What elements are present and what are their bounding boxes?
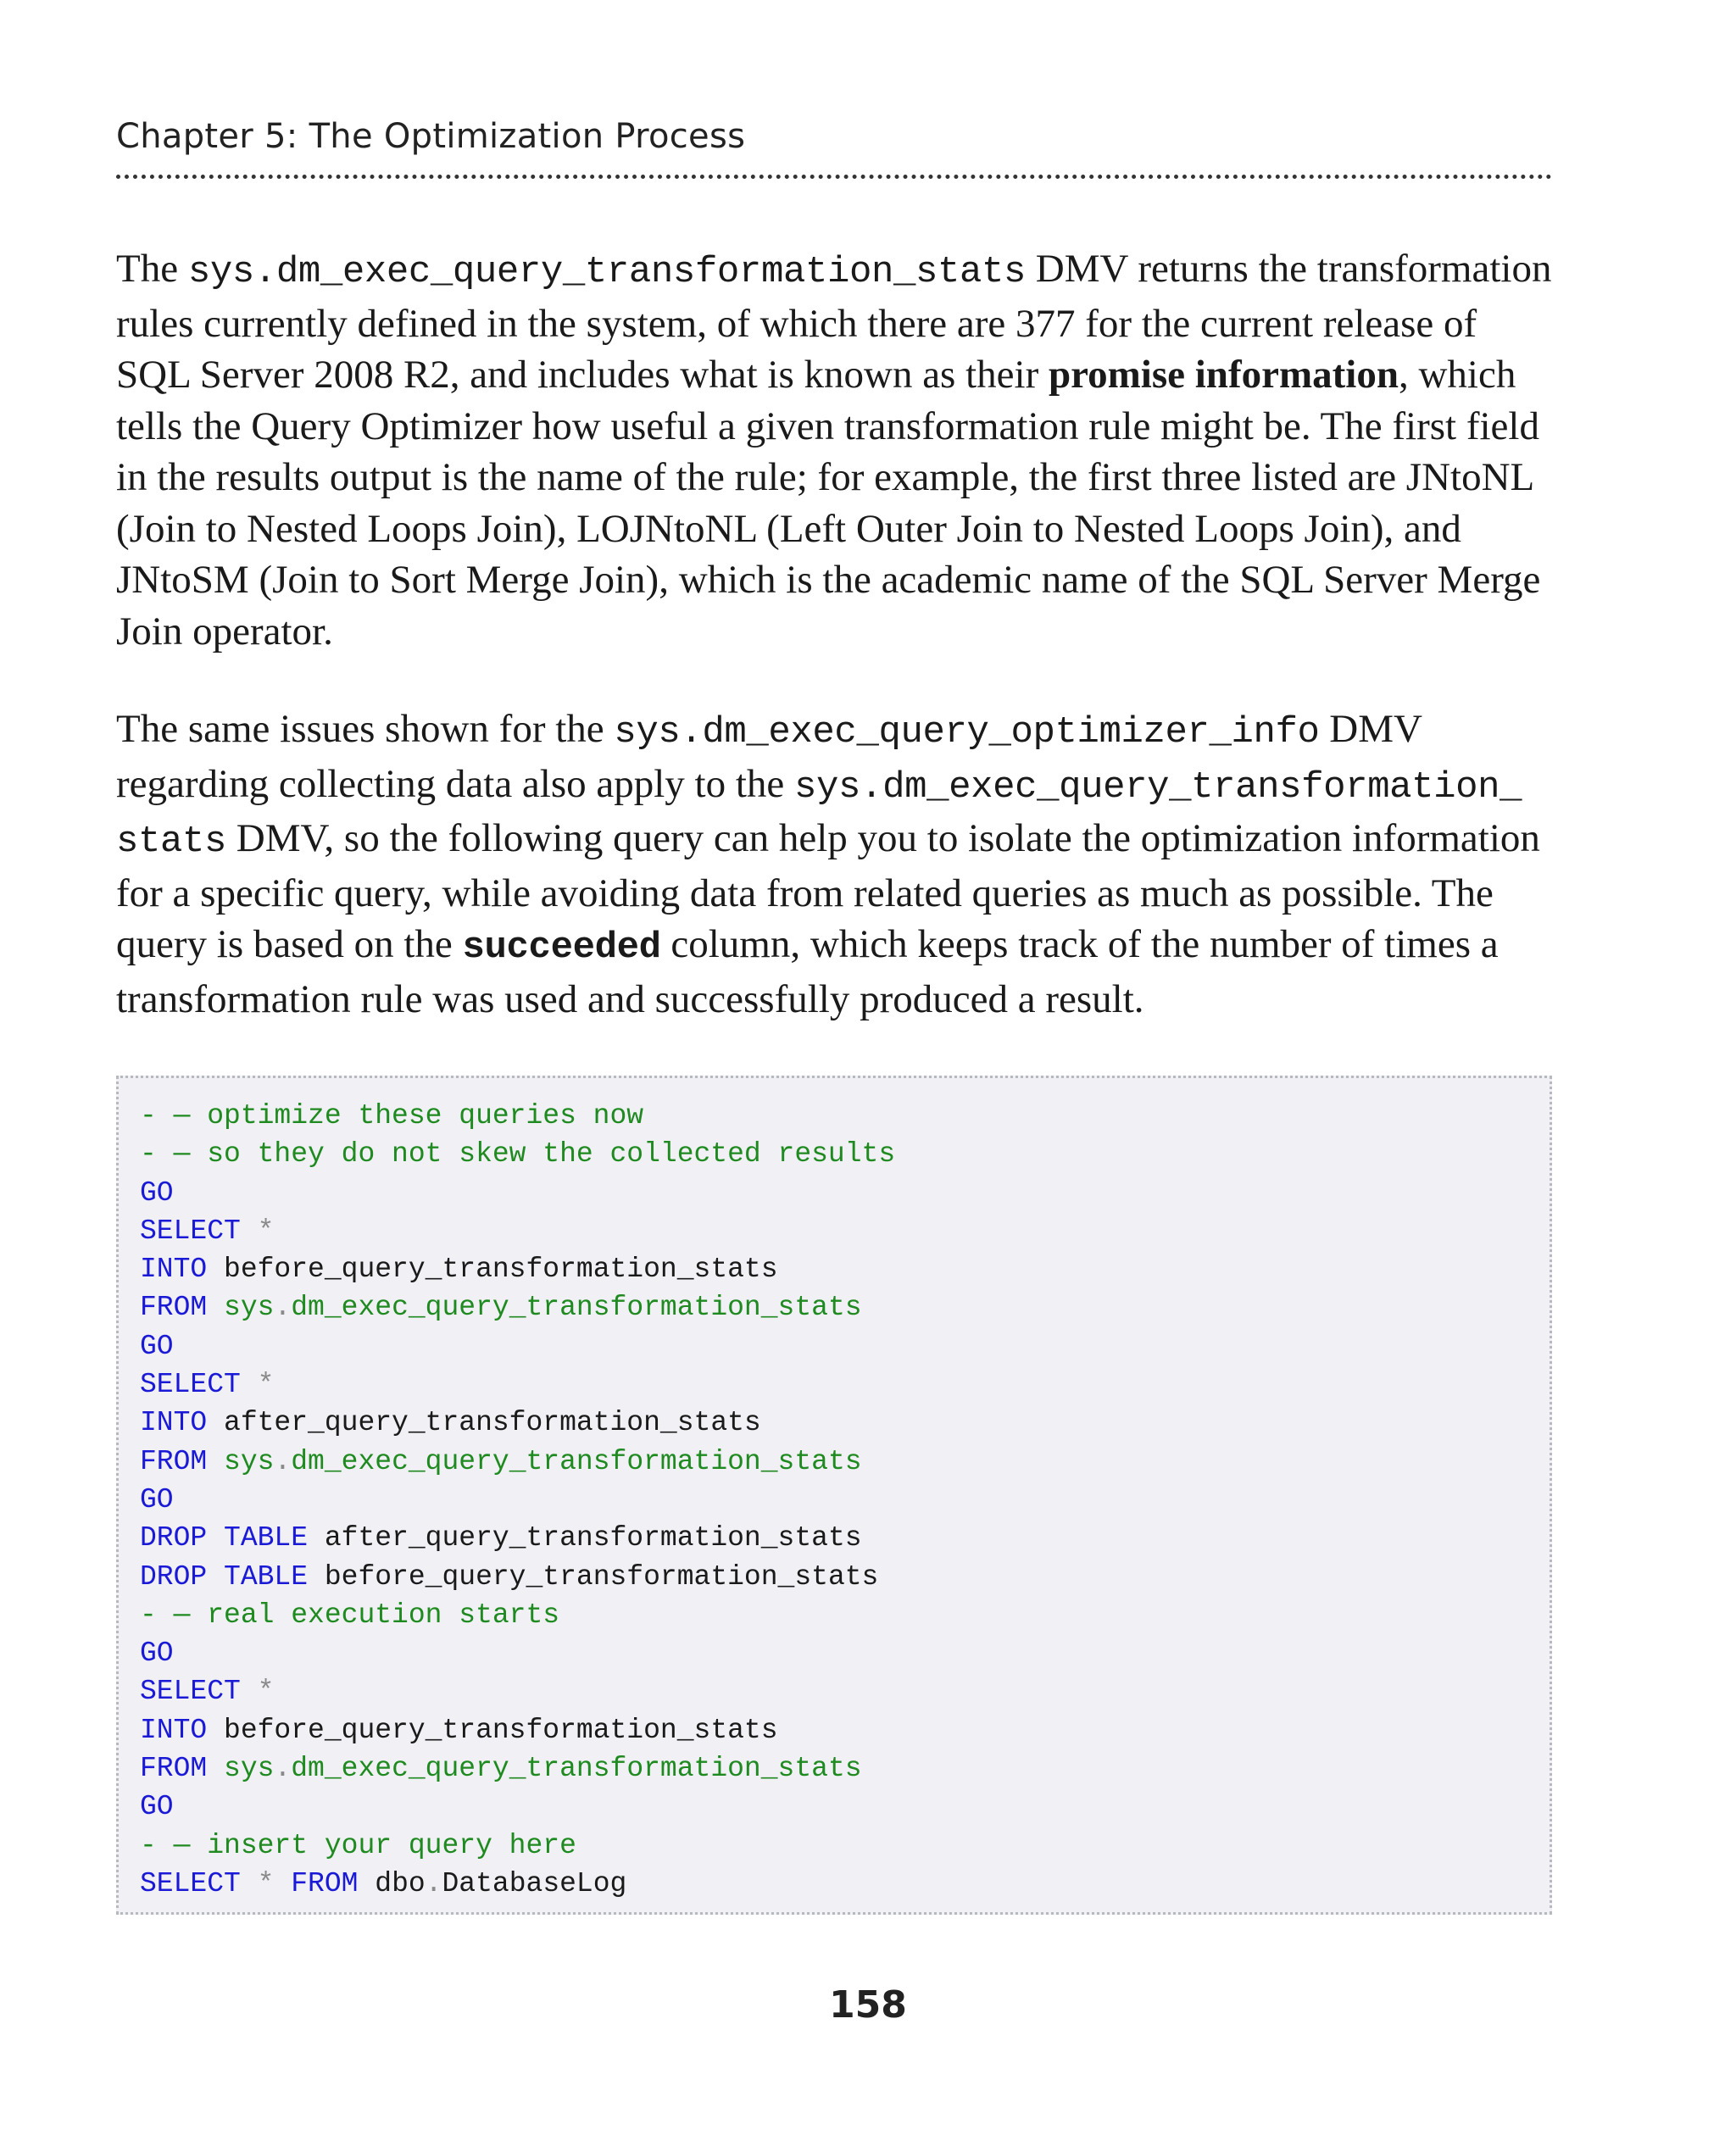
code-token: * bbox=[240, 1215, 275, 1247]
code-token: DatabaseLog bbox=[442, 1867, 627, 1899]
code-line bbox=[140, 1404, 1550, 1442]
inline-code: sys.dm_exec_query_optimizer_info bbox=[614, 711, 1320, 754]
code-line bbox=[140, 1519, 1550, 1557]
code-line bbox=[140, 1634, 1550, 1672]
code-token: * bbox=[240, 1867, 292, 1899]
code-token: GO bbox=[140, 1176, 174, 1209]
inline-code-bold: succeeded bbox=[462, 926, 661, 969]
page-number: 158 bbox=[829, 1983, 907, 2027]
text-run: column, which keeps track of the number of times a transformation rule was used and successfully produced a result. bbox=[116, 922, 1499, 1021]
code-block bbox=[116, 1076, 1552, 1915]
code-token: - — real execution starts bbox=[140, 1599, 560, 1631]
code-token: before_query_transformation_stats bbox=[207, 1254, 778, 1286]
code-line bbox=[140, 1788, 1550, 1826]
code-line bbox=[140, 1711, 1550, 1749]
text-run: DMV returns the transformation rules currently defined in the system, of which there are 377 for the current release of SQL Server 2008 R2, and includes what is known as their bbox=[116, 247, 1552, 397]
code-token: - — optimize these queries now bbox=[140, 1100, 644, 1132]
inline-code: sys.dm_exec_query_transformation_ bbox=[794, 765, 1522, 809]
code-token: SELECT bbox=[140, 1215, 241, 1247]
code-line bbox=[140, 1097, 1550, 1135]
code-token: GO bbox=[140, 1330, 174, 1362]
text-run: The bbox=[116, 247, 188, 291]
header-divider bbox=[116, 175, 1552, 179]
bold-term: promise information bbox=[1048, 353, 1399, 397]
code-token: INTO bbox=[140, 1714, 208, 1746]
inline-code: sys.dm_exec_query_transformation_stats bbox=[187, 251, 1026, 293]
code-token: FROM bbox=[291, 1867, 359, 1899]
paragraph-1 bbox=[116, 243, 1557, 657]
code-token: before_query_transformation_stats bbox=[308, 1560, 879, 1593]
code-line bbox=[140, 1749, 1550, 1788]
code-token: GO bbox=[140, 1638, 174, 1670]
code-token: before_query_transformation_stats bbox=[207, 1714, 778, 1746]
code-line bbox=[140, 1558, 1550, 1596]
code-token: * bbox=[240, 1369, 275, 1401]
code-token: . bbox=[425, 1867, 442, 1899]
code-line bbox=[140, 1443, 1550, 1481]
text-run: , which tells the Query Optimizer how useful a given transformation rule might be. The first field in the results output is the name of the rule; for example, the first three listed are JNtoNL (Join to Nested Loops Join), LOJNtoNL (Left Outer Join to Nested Loops Join), and JNtoSM (Join to Sort Merge Join), which is the academic name of the SQL Server Merge Join operator. bbox=[116, 353, 1541, 653]
code-token: FROM bbox=[140, 1292, 208, 1324]
code-token: . bbox=[274, 1445, 292, 1477]
code-token: SELECT bbox=[140, 1867, 241, 1899]
code-token: sys bbox=[207, 1753, 275, 1785]
code-token: . bbox=[274, 1753, 292, 1785]
code-line bbox=[140, 1865, 1550, 1903]
code-token: dbo bbox=[358, 1867, 426, 1899]
code-token: after_query_transformation_stats bbox=[308, 1522, 862, 1554]
code-token: - — insert your query here bbox=[140, 1829, 576, 1861]
inline-code: stats bbox=[116, 820, 227, 863]
text-run: DMV, so the following query can help you to isolate the optimization information for a specific query, while avoiding data from related queries as much as possible. The query is based on the bbox=[116, 816, 1540, 966]
code-token: SELECT bbox=[140, 1369, 241, 1401]
code-line bbox=[140, 1288, 1550, 1326]
code-line bbox=[140, 1250, 1550, 1288]
code-token: FROM bbox=[140, 1445, 208, 1477]
code-token: dm_exec_query_transformation_stats bbox=[291, 1292, 862, 1324]
text-run: DMV regarding collecting data also apply to the bbox=[116, 707, 1422, 806]
code-token: DROP TABLE bbox=[140, 1560, 309, 1593]
code-token: dm_exec_query_transformation_stats bbox=[291, 1445, 862, 1477]
code-token: GO bbox=[140, 1791, 174, 1823]
code-line bbox=[140, 1672, 1550, 1710]
code-token: sys bbox=[207, 1445, 275, 1477]
text-run: The same issues shown for the bbox=[116, 707, 615, 751]
chapter-title: Chapter 5: The Optimization Process bbox=[116, 117, 746, 156]
code-token: INTO bbox=[140, 1407, 208, 1439]
code-line bbox=[140, 1212, 1550, 1250]
code-token: - — so they do not skew the collected results bbox=[140, 1138, 896, 1171]
code-token: INTO bbox=[140, 1254, 208, 1286]
code-token: * bbox=[240, 1676, 275, 1708]
code-line bbox=[140, 1481, 1550, 1519]
paragraph-2 bbox=[116, 703, 1557, 1025]
code-token: after_query_transformation_stats bbox=[207, 1407, 761, 1439]
code-token: FROM bbox=[140, 1753, 208, 1785]
code-line bbox=[140, 1174, 1550, 1212]
code-token: DROP TABLE bbox=[140, 1522, 309, 1554]
code-line bbox=[140, 1365, 1550, 1404]
code-line bbox=[140, 1596, 1550, 1634]
code-line bbox=[140, 1135, 1550, 1173]
code-token: SELECT bbox=[140, 1676, 241, 1708]
code-token: GO bbox=[140, 1483, 174, 1515]
code-line bbox=[140, 1327, 1550, 1365]
code-token: . bbox=[274, 1292, 292, 1324]
code-token: dm_exec_query_transformation_stats bbox=[291, 1753, 862, 1785]
code-line bbox=[140, 1827, 1550, 1865]
code-token: sys bbox=[207, 1292, 275, 1324]
